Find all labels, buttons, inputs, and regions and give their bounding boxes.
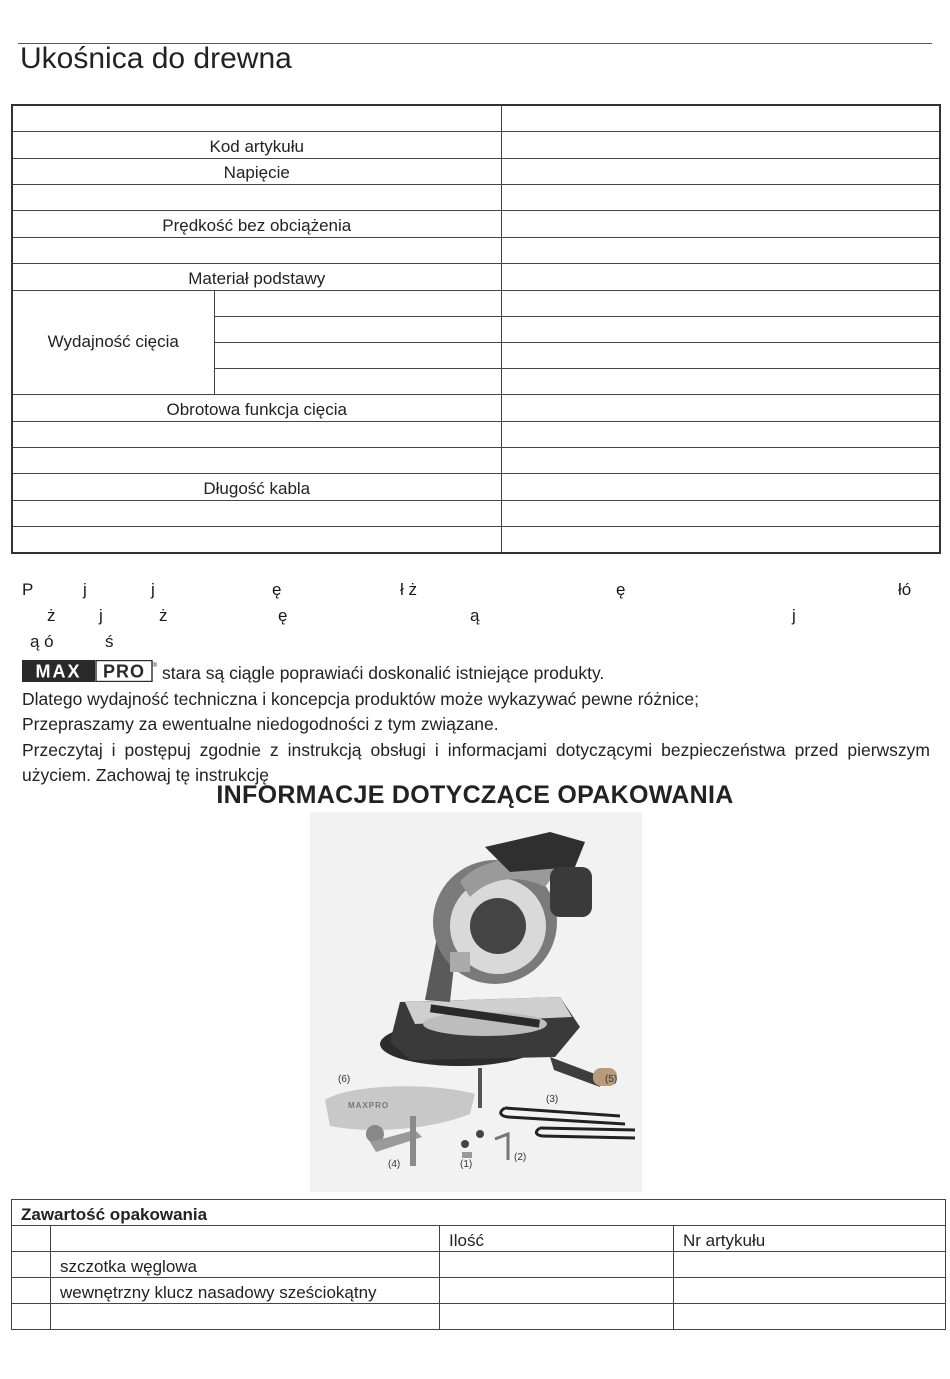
specs-sub-label <box>214 368 501 394</box>
miter-saw-package-photo <box>310 812 642 1192</box>
specs-value <box>501 316 940 342</box>
intro-text <box>22 660 930 789</box>
specs-empty-label <box>12 501 501 527</box>
specs-value <box>501 448 940 474</box>
glyph: j <box>151 580 155 599</box>
svg-text:MAXPRO: MAXPRO <box>348 1101 390 1110</box>
figure-label-1: (1) <box>460 1159 473 1170</box>
svg-text:MAX: MAX <box>35 661 82 682</box>
contents-caption: Zawartość opakowania <box>12 1200 946 1226</box>
specs-value <box>501 263 940 290</box>
specs-empty-label <box>12 422 501 448</box>
figure-label-2: (2) <box>514 1152 527 1163</box>
specs-table <box>11 104 941 554</box>
garbled-text-block <box>20 580 920 652</box>
contents-cell <box>12 1304 51 1330</box>
glyph: ż <box>47 606 56 625</box>
intro-line-1 <box>22 660 930 687</box>
specs-label-cable-length: Długość kabla <box>12 474 501 501</box>
intro-line-4: Przeczytaj i postępuj zgodnie z instrukcją obsługi i informacjami dotyczącymi bezpieczeństwa przed pierwszym użyciem. Zachowaj tę instrukcję <box>22 739 930 785</box>
intro-line-3: Przepraszamy za ewentualne niedogodności z tym związane. <box>22 714 499 734</box>
specs-value <box>501 474 940 501</box>
glyph: ł ż <box>400 580 417 599</box>
specs-value <box>501 158 940 184</box>
specs-sub-label <box>214 290 501 316</box>
figure-label-3: (3) <box>546 1094 559 1105</box>
glyph: j <box>99 606 103 625</box>
figure-label-6: (6) <box>338 1074 351 1085</box>
specs-value <box>501 184 940 210</box>
contents-cell <box>12 1252 51 1278</box>
specs-value <box>501 501 940 527</box>
glyph: ż <box>159 606 168 625</box>
glyph: ś <box>105 632 114 651</box>
specs-label-rotary-cutting: Obrotowa funkcja cięcia <box>12 395 501 422</box>
contents-cell <box>440 1278 674 1304</box>
glyph: łó <box>898 580 912 599</box>
contents-header-qty: Ilość <box>440 1226 674 1252</box>
package-contents-table <box>11 1199 946 1330</box>
contents-cell <box>440 1304 674 1330</box>
specs-value <box>501 368 940 394</box>
glyph: ą <box>470 606 480 625</box>
svg-text:®: ® <box>152 663 158 669</box>
intro-line-2: Dlatego wydajność techniczna i koncepcja produktów może wykazywać pewne różnice; <box>22 688 700 709</box>
table-row <box>12 1252 946 1278</box>
specs-sub-label <box>214 342 501 368</box>
contents-cell <box>12 1278 51 1304</box>
specs-value <box>501 422 940 448</box>
specs-value <box>501 527 940 553</box>
figure-label-4: (4) <box>388 1159 401 1170</box>
table-row <box>12 1278 946 1304</box>
contents-cell <box>674 1304 946 1330</box>
specs-value <box>501 131 940 158</box>
glyph: ą ó <box>30 632 54 651</box>
page-title: Ukośnica do drewna <box>20 42 292 75</box>
specs-value <box>501 290 940 316</box>
svg-text:PRO: PRO <box>102 661 146 682</box>
contents-cell <box>51 1226 440 1252</box>
specs-label-article-code: Kod artykułu <box>12 131 501 158</box>
saw-motor <box>550 867 592 917</box>
glyph: ę <box>272 580 282 599</box>
specs-label-voltage: Napięcie <box>12 158 501 184</box>
intro-line-1-text: stara są ciągle poprawiaći doskonalić istniejące produkty. <box>162 663 605 683</box>
maxpro-logo <box>22 660 158 682</box>
specs-empty-label <box>12 448 501 474</box>
glyph: P <box>22 580 34 599</box>
figure-label-5: (5) <box>605 1074 618 1085</box>
specs-empty-label <box>12 184 501 210</box>
specs-empty-label <box>12 237 501 263</box>
glyph: ę <box>278 606 288 625</box>
contents-cell <box>674 1278 946 1304</box>
specs-value <box>501 237 940 263</box>
specs-value <box>501 105 940 131</box>
contents-cell <box>12 1226 51 1252</box>
contents-item-name <box>51 1304 440 1330</box>
specs-empty-label <box>12 105 501 131</box>
specs-empty-label <box>12 527 501 553</box>
specs-value <box>501 395 940 422</box>
contents-item-name: szczotka węglowa <box>51 1252 440 1278</box>
specs-value <box>501 342 940 368</box>
table-row <box>12 1304 946 1330</box>
specs-label-cutting-capacity: Wydajność cięcia <box>12 290 214 394</box>
packaging-heading: INFORMACJE DOTYCZĄCE OPAKOWANIA <box>216 781 734 809</box>
specs-label-base-material: Materiał podstawy <box>12 263 501 290</box>
contents-item-name: wewnętrzny klucz nasadowy sześciokątny <box>51 1278 440 1304</box>
contents-cell <box>440 1252 674 1278</box>
glyph: ę <box>616 580 626 599</box>
specs-sub-label <box>214 316 501 342</box>
specs-label-no-load-speed: Prędkość bez obciążenia <box>12 210 501 237</box>
contents-cell <box>674 1252 946 1278</box>
glyph: j <box>83 580 87 599</box>
contents-header-article-no: Nr artykułu <box>674 1226 946 1252</box>
glyph: j <box>792 606 796 625</box>
specs-value <box>501 210 940 237</box>
